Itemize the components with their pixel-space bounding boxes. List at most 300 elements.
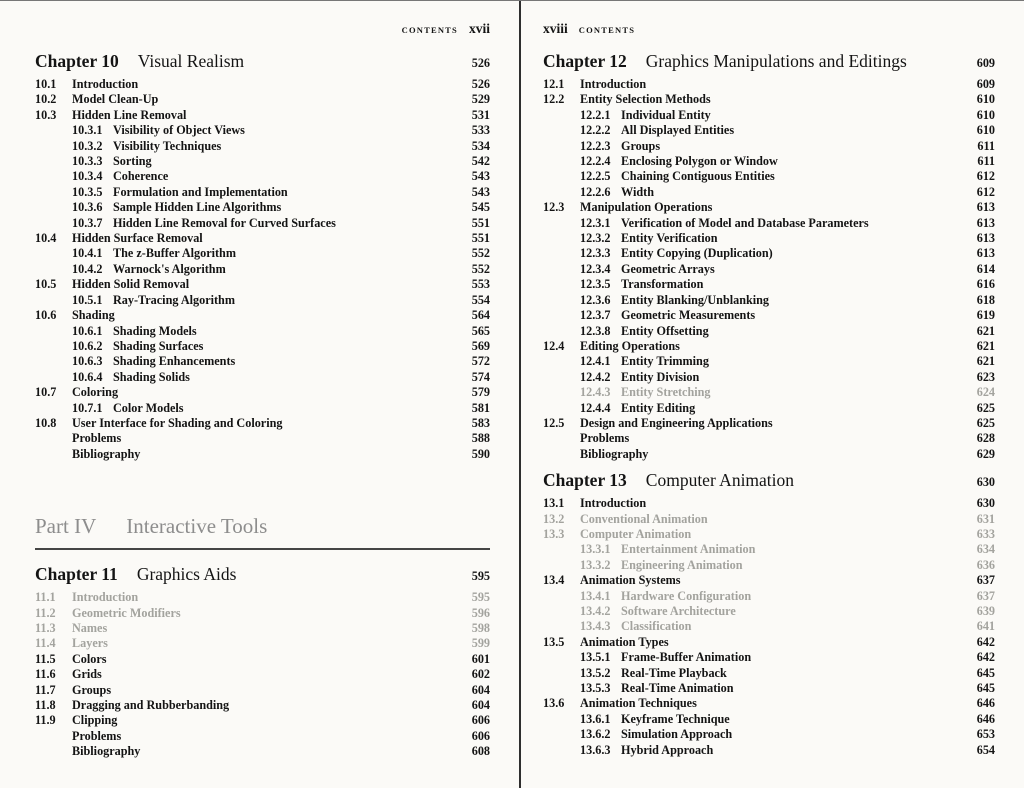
- toc-entry-title: Chaining Contiguous Entities: [621, 169, 775, 184]
- toc-entry-title: Real-Time Playback: [621, 665, 727, 680]
- toc-entry: [35, 621, 490, 636]
- toc-entry-number: 10.6.2: [72, 338, 103, 353]
- toc-entry-page: 595: [471, 590, 490, 605]
- toc-entry-title: Editing Operations: [580, 338, 680, 353]
- toc-entry-title: Shading Surfaces: [113, 338, 204, 353]
- chapter-page: 526: [471, 56, 490, 70]
- toc-entry-page: 531: [471, 107, 490, 122]
- toc-entry-page: 618: [976, 292, 995, 307]
- toc-entry-page: 619: [976, 308, 995, 323]
- toc-entry-title: Design and Engineering Applications: [580, 415, 773, 430]
- toc-entry: [543, 527, 995, 542]
- toc-entry-page: 621: [976, 354, 995, 369]
- toc-entry-number: 11.3: [35, 620, 56, 635]
- chapter-number: Chapter 12: [543, 51, 627, 71]
- toc-entry-page: 542: [471, 154, 490, 169]
- toc-entry-page: 606: [471, 713, 490, 728]
- toc-entry-number: 13.4: [543, 573, 565, 588]
- toc-entry: [35, 590, 490, 605]
- toc-entry-page: 604: [471, 682, 490, 697]
- chapter-title: Computer Animation: [645, 470, 795, 491]
- toc-entry-number: 10.3.4: [72, 169, 103, 184]
- toc-entry-page: 645: [976, 665, 995, 680]
- toc-entry: [543, 169, 995, 184]
- toc-entry: [35, 370, 490, 385]
- toc-entry-page: 624: [976, 385, 995, 400]
- toc-entry-title: Ray-Tracing Algorithm: [113, 292, 235, 307]
- toc-entry: [543, 512, 995, 527]
- toc-entry-number: 12.4.2: [580, 369, 611, 384]
- toc-entry: [543, 401, 995, 416]
- toc-entry: [543, 200, 995, 215]
- toc-entry-number: 10.6.1: [72, 323, 103, 338]
- toc-entry-page: 529: [471, 92, 490, 107]
- chapter-title: Graphics Aids: [136, 564, 237, 585]
- toc-entry-number: 10.3.2: [72, 138, 103, 153]
- toc-entry-title: Entity Verification: [621, 231, 718, 246]
- toc-entry-number: 12.4: [543, 338, 565, 353]
- toc-entry-page: 572: [471, 354, 490, 369]
- toc-entry-title: Sorting: [113, 154, 152, 169]
- toc-entry: [543, 77, 995, 92]
- toc-entry-number: 10.4: [35, 231, 57, 246]
- toc-entry-title: Hidden Line Removal: [72, 107, 187, 122]
- toc-entry-title: Coherence: [113, 169, 169, 184]
- toc-entry-title: Simulation Approach: [621, 727, 733, 742]
- toc-entry-title: Classification: [621, 619, 692, 634]
- toc-entry-page: 642: [976, 650, 995, 665]
- toc-entry-title: Names: [72, 620, 108, 635]
- chapter-page: 609: [976, 56, 995, 70]
- toc-entry: [543, 324, 995, 339]
- toc-entry-page: 609: [976, 77, 995, 91]
- toc-entry-title: Formulation and Implementation: [113, 184, 288, 199]
- toc-entry-title: Hidden Surface Removal: [72, 231, 203, 246]
- toc-entry-number: 10.5: [35, 277, 57, 292]
- toc-entry-page: 590: [471, 446, 490, 461]
- toc-entry-title: Hybrid Approach: [621, 742, 714, 757]
- toc-entry: [35, 154, 490, 169]
- toc-entry-title: Manipulation Operations: [580, 200, 713, 215]
- toc-entry: [543, 385, 995, 400]
- toc-entry-page: 654: [976, 742, 995, 757]
- toc-entry-page: 611: [977, 154, 995, 169]
- chapter-page: 595: [471, 569, 490, 584]
- toc-entry-title: Grids: [72, 667, 102, 682]
- toc-entry-number: 10.7: [35, 385, 57, 400]
- toc-entry: [543, 216, 995, 231]
- toc-entry-title: Hardware Configuration: [621, 588, 752, 603]
- toc-entry-page: 610: [976, 92, 995, 107]
- toc-entry: [543, 558, 995, 573]
- toc-entry-page: 646: [976, 696, 995, 711]
- toc-entry-number: 12.4.1: [580, 354, 611, 369]
- toc-entry: [35, 667, 490, 682]
- part-number: Part IV: [35, 514, 97, 539]
- chapter-number: Chapter 13: [543, 470, 627, 491]
- toc-entry-number: 13.2: [543, 511, 565, 526]
- toc-entry-title: Groups: [621, 138, 661, 153]
- toc-entry-page: 634: [976, 542, 995, 557]
- toc-entry-title: Entity Selection Methods: [580, 92, 711, 107]
- toc-entry: [543, 619, 995, 634]
- toc-entry: [35, 339, 490, 354]
- running-title: CONTENTS: [578, 25, 636, 35]
- toc-entry-number: 12.2.2: [580, 123, 611, 138]
- toc-entry-page: 637: [976, 588, 995, 603]
- toc-entry-number: 11.6: [35, 667, 56, 682]
- toc-entry: [543, 246, 995, 261]
- toc-entry: [543, 308, 995, 323]
- toc-entry-number: 12.3.8: [580, 323, 611, 338]
- toc-entry-page: 574: [471, 369, 490, 384]
- toc-entry: [35, 636, 490, 651]
- toc-entry: [35, 277, 490, 292]
- toc-entry-page: 564: [471, 308, 490, 323]
- toc-entry-number: 12.3: [543, 200, 565, 215]
- toc-entry-page: 534: [471, 138, 490, 153]
- toc-entry-title: Shading: [72, 308, 115, 323]
- toc-entry-number: 13.5.3: [580, 681, 611, 696]
- toc-entry-title: User Interface for Shading and Coloring: [72, 415, 283, 430]
- toc-entry-number: 12.2.6: [580, 184, 611, 199]
- toc-entry: [543, 573, 995, 588]
- toc-entry-number: 13.5: [543, 634, 565, 649]
- toc-entry-number: 13.5.1: [580, 650, 611, 665]
- toc-entry: [543, 185, 995, 200]
- toc-entry-number: 13.4.3: [580, 619, 611, 634]
- toc-entry-title: Entity Division: [621, 369, 700, 384]
- toc-entry: [35, 431, 490, 446]
- toc-entry-page: 616: [976, 277, 995, 292]
- toc-entry-title: Animation Types: [580, 634, 669, 649]
- toc-entry-title: Bibliography: [72, 744, 141, 759]
- toc-entry-number: 13.6.2: [580, 727, 611, 742]
- toc-entry: [543, 712, 995, 727]
- toc-entry: [35, 108, 490, 123]
- toc-entry: [35, 401, 490, 416]
- toc-entry-number: 12.5: [543, 415, 565, 430]
- toc-entry-number: 10.3.1: [72, 123, 103, 138]
- toc-entry-number: 13.6.1: [580, 711, 611, 726]
- chapter-title: Graphics Manipulations and Editings: [645, 51, 907, 71]
- toc-entry-page: 545: [471, 200, 490, 215]
- toc-entry-title: Geometric Arrays: [621, 261, 715, 276]
- toc-entry-page: 552: [471, 246, 490, 261]
- toc-entry-number: 10.7.1: [72, 400, 103, 415]
- toc-entry: [543, 354, 995, 369]
- toc-entry-page: 612: [976, 169, 995, 184]
- toc-entry: [35, 447, 490, 462]
- toc-entry-title: The z-Buffer Algorithm: [113, 246, 236, 261]
- toc-entry-title: Clipping: [72, 713, 118, 728]
- toc-entry: [543, 666, 995, 681]
- toc-entry-page: 614: [976, 261, 995, 276]
- toc-entry-number: 13.3: [543, 526, 565, 541]
- toc-entry-page: 608: [471, 744, 490, 759]
- toc-entry-number: 12.3.6: [580, 292, 611, 307]
- chapter-heading: [543, 51, 995, 72]
- toc-entry-title: All Displayed Entities: [621, 123, 735, 138]
- toc-entry-title: Entity Stretching: [621, 385, 711, 400]
- toc-entry-number: 10.3.3: [72, 154, 103, 169]
- toc-entry-title: Conventional Animation: [580, 511, 708, 526]
- toc-entry-number: 10.4.1: [72, 246, 103, 261]
- toc-entry-page: 553: [471, 277, 490, 292]
- toc-entry-number: 10.4.2: [72, 261, 103, 276]
- toc-entry-page: 599: [471, 636, 490, 651]
- toc-entry-number: 13.6: [543, 696, 565, 711]
- toc-entry-number: 13.3.2: [580, 557, 611, 572]
- chapter-heading: [35, 51, 490, 72]
- folio-roman: xvii: [468, 21, 490, 36]
- toc-entry-page: 552: [471, 261, 490, 276]
- toc-entry-page: 628: [976, 431, 995, 446]
- toc-entry-page: 613: [976, 215, 995, 230]
- toc-entry-title: Real-Time Animation: [621, 681, 734, 696]
- toc-entry-page: 630: [976, 496, 995, 511]
- toc-entry-number: 10.3.7: [72, 215, 103, 230]
- toc-entry-number: 12.2.5: [580, 169, 611, 184]
- toc-entry-number: 10.1: [35, 77, 57, 91]
- toc-entry-page: 610: [976, 123, 995, 138]
- toc-entry: [543, 542, 995, 557]
- toc-entry: [35, 216, 490, 231]
- toc-entry: [543, 447, 995, 462]
- toc-entry-number: 10.3.6: [72, 200, 103, 215]
- toc-entry-number: 12.1: [543, 77, 565, 91]
- toc-entry-title: Problems: [580, 431, 630, 446]
- toc-entry-title: Shading Models: [113, 323, 197, 338]
- toc-entry-page: 613: [976, 231, 995, 246]
- chapter-heading: [543, 470, 995, 491]
- toc-entry-page: 601: [471, 651, 490, 666]
- toc-entry-title: Color Models: [113, 400, 184, 415]
- toc-entry: [35, 92, 490, 107]
- toc-entry: [543, 277, 995, 292]
- toc-entry-page: 565: [471, 323, 490, 338]
- toc-entry-page: 554: [471, 292, 490, 307]
- toc-entry-number: 12.2: [543, 92, 565, 107]
- toc-entry: [543, 650, 995, 665]
- toc-entry-page: 629: [976, 446, 995, 461]
- part-rule: [35, 548, 490, 550]
- toc-entry-page: 639: [976, 604, 995, 618]
- toc-entry: [543, 743, 995, 758]
- toc-entry: [543, 604, 995, 619]
- toc-entry-number: 12.3.7: [580, 308, 611, 323]
- toc-entry: [543, 681, 995, 696]
- toc-entry-page: 613: [976, 200, 995, 215]
- toc-entry-title: Entertainment Animation: [621, 542, 756, 557]
- toc-entry-title: Entity Offsetting: [621, 323, 709, 338]
- toc-entry: [543, 727, 995, 742]
- toc-entry: [543, 496, 995, 511]
- toc-entry-title: Shading Solids: [113, 369, 190, 384]
- toc-entry: [35, 713, 490, 728]
- toc-entry: [543, 154, 995, 169]
- toc-entry: [543, 589, 995, 604]
- toc-entry-title: Visibility of Object Views: [113, 123, 245, 138]
- running-title: CONTENTS: [401, 25, 458, 35]
- toc-entry-number: 10.6.4: [72, 369, 103, 384]
- toc-entry: [543, 231, 995, 246]
- toc-entry-number: 13.6.3: [580, 742, 611, 757]
- toc-entry-number: 11.9: [35, 713, 56, 728]
- toc-entry-number: 12.4.4: [580, 400, 611, 415]
- toc-entry-title: Introduction: [580, 77, 647, 91]
- toc-sections-right: [543, 51, 995, 758]
- toc-entry-number: 10.3: [35, 107, 57, 122]
- toc-entry-page: 621: [976, 338, 995, 353]
- toc-entry-number: 10.5.1: [72, 292, 103, 307]
- toc-entry-number: 13.1: [543, 496, 565, 511]
- toc-entry: [35, 308, 490, 323]
- toc-entry-number: 12.2.3: [580, 138, 611, 153]
- toc-entry: [35, 683, 490, 698]
- toc-entry-page: 579: [471, 385, 490, 400]
- toc-entry: [35, 652, 490, 667]
- toc-entry-page: 631: [976, 511, 995, 526]
- toc-entry-page: 583: [471, 415, 490, 430]
- toc-entry-number: 11.4: [35, 636, 56, 651]
- toc-entry-title: Model Clean-Up: [72, 92, 159, 107]
- toc-entry-title: Individual Entity: [621, 107, 711, 122]
- toc-entry-number: 13.4.2: [580, 604, 611, 618]
- toc-entry-title: Width: [621, 184, 654, 199]
- toc-entry-title: Geometric Measurements: [621, 308, 756, 323]
- toc-entry-title: Dragging and Rubberbanding: [72, 698, 230, 712]
- toc-entry-title: Colors: [72, 651, 107, 666]
- toc-entry-title: Transformation: [621, 277, 704, 292]
- toc-entry-number: 11.1: [35, 590, 56, 605]
- toc-entry-title: Engineering Animation: [621, 557, 743, 572]
- part-heading: [35, 514, 490, 539]
- toc-entry: [35, 185, 490, 200]
- toc-entry-page: 581: [471, 400, 490, 415]
- toc-entry-page: 569: [471, 338, 490, 353]
- toc-entry: [35, 139, 490, 154]
- toc-entry-number: 10.3.5: [72, 184, 103, 199]
- toc-entry: [35, 416, 490, 431]
- toc-entry-page: 551: [471, 231, 490, 246]
- toc-entry: [35, 744, 490, 759]
- toc-entry: [543, 339, 995, 354]
- page-header-left: [35, 21, 490, 37]
- toc-entry: [543, 92, 995, 107]
- toc-entry-title: Entity Editing: [621, 400, 696, 415]
- toc-entry-title: Frame-Buffer Animation: [621, 650, 752, 665]
- toc-entry-number: 12.3.5: [580, 277, 611, 292]
- folio-roman: xviii: [543, 21, 568, 36]
- toc-entry-page: 543: [471, 169, 490, 184]
- toc-entry-number: 12.3.4: [580, 261, 611, 276]
- toc-entry-number: 10.6: [35, 308, 57, 323]
- toc-entry: [543, 262, 995, 277]
- toc-entry-title: Problems: [72, 431, 122, 446]
- toc-entry: [543, 416, 995, 431]
- toc-entry-page: 588: [471, 431, 490, 446]
- chapter-number: Chapter 11: [35, 564, 118, 585]
- toc-entry-title: Bibliography: [580, 446, 649, 461]
- toc-entry-page: 543: [471, 184, 490, 199]
- toc-entry-title: Entity Copying (Duplication): [621, 246, 773, 261]
- toc-entry-title: Sample Hidden Line Algorithms: [113, 200, 282, 215]
- toc-entry-title: Animation Techniques: [580, 696, 697, 711]
- toc-entry: [543, 123, 995, 138]
- toc-entry-title: Layers: [72, 636, 108, 651]
- toc-entry-page: 623: [976, 369, 995, 384]
- toc-entry-page: 551: [471, 215, 490, 230]
- toc-entry-page: 621: [976, 323, 995, 338]
- toc-entry-page: 645: [976, 681, 995, 696]
- toc-entry-page: 610: [976, 107, 995, 122]
- toc-entry-page: 611: [977, 138, 995, 153]
- toc-entry: [543, 431, 995, 446]
- toc-entry-page: 533: [471, 123, 490, 138]
- toc-entry-number: 11.7: [35, 682, 56, 697]
- toc-entry-title: Hidden Line Removal for Curved Surfaces: [113, 215, 336, 230]
- toc-entry-page: 637: [976, 573, 995, 588]
- page-right: [521, 1, 1024, 788]
- toc-entry-title: Computer Animation: [580, 526, 692, 541]
- toc-entry-number: 11.5: [35, 651, 56, 666]
- part-title: Interactive Tools: [126, 514, 268, 539]
- toc-entry-number: 13.5.2: [580, 665, 611, 680]
- toc-entry-title: Geometric Modifiers: [72, 605, 181, 620]
- toc-entry-page: 636: [976, 557, 995, 572]
- toc-entry: [35, 231, 490, 246]
- toc-entry: [35, 169, 490, 184]
- toc-entry-title: Keyframe Technique: [621, 711, 730, 726]
- toc-entry: [35, 293, 490, 308]
- toc-entry: [35, 200, 490, 215]
- toc-entry-number: 12.3.1: [580, 215, 611, 230]
- toc-entry-page: 596: [471, 605, 490, 620]
- toc-entry-number: 11.8: [35, 698, 56, 712]
- toc-entry-number: 10.6.3: [72, 354, 103, 369]
- toc-sections-left: [35, 51, 490, 760]
- chapter-page: 630: [976, 475, 995, 490]
- toc-entry-title: Groups: [72, 682, 112, 697]
- toc-entry-title: Software Architecture: [621, 604, 736, 618]
- toc-entry: [543, 108, 995, 123]
- toc-entry-title: Introduction: [72, 590, 139, 605]
- toc-entry-title: Shading Enhancements: [113, 354, 236, 369]
- toc-entry: [35, 354, 490, 369]
- toc-entry-title: Enclosing Polygon or Window: [621, 154, 778, 169]
- toc-entry-title: Bibliography: [72, 446, 141, 461]
- toc-entry-number: 13.4.1: [580, 588, 611, 603]
- chapter-number: Chapter 10: [35, 51, 119, 71]
- toc-entry-page: 613: [976, 246, 995, 261]
- toc-entry-number: 12.3.2: [580, 231, 611, 246]
- toc-entry: [35, 123, 490, 138]
- toc-entry-title: Hidden Solid Removal: [72, 277, 190, 292]
- toc-entry-number: 12.2.4: [580, 154, 611, 169]
- chapter-heading: [35, 564, 490, 585]
- toc-entry-title: Animation Systems: [580, 573, 681, 588]
- toc-entry-number: 10.8: [35, 415, 57, 430]
- toc-entry-page: 526: [471, 77, 490, 91]
- toc-entry: [543, 635, 995, 650]
- toc-entry-page: 625: [976, 415, 995, 430]
- toc-entry-page: 602: [471, 667, 490, 682]
- chapter-title: Visual Realism: [137, 51, 245, 71]
- toc-entry-page: 604: [471, 698, 490, 712]
- toc-entry: [543, 139, 995, 154]
- toc-entry-title: Coloring: [72, 385, 119, 400]
